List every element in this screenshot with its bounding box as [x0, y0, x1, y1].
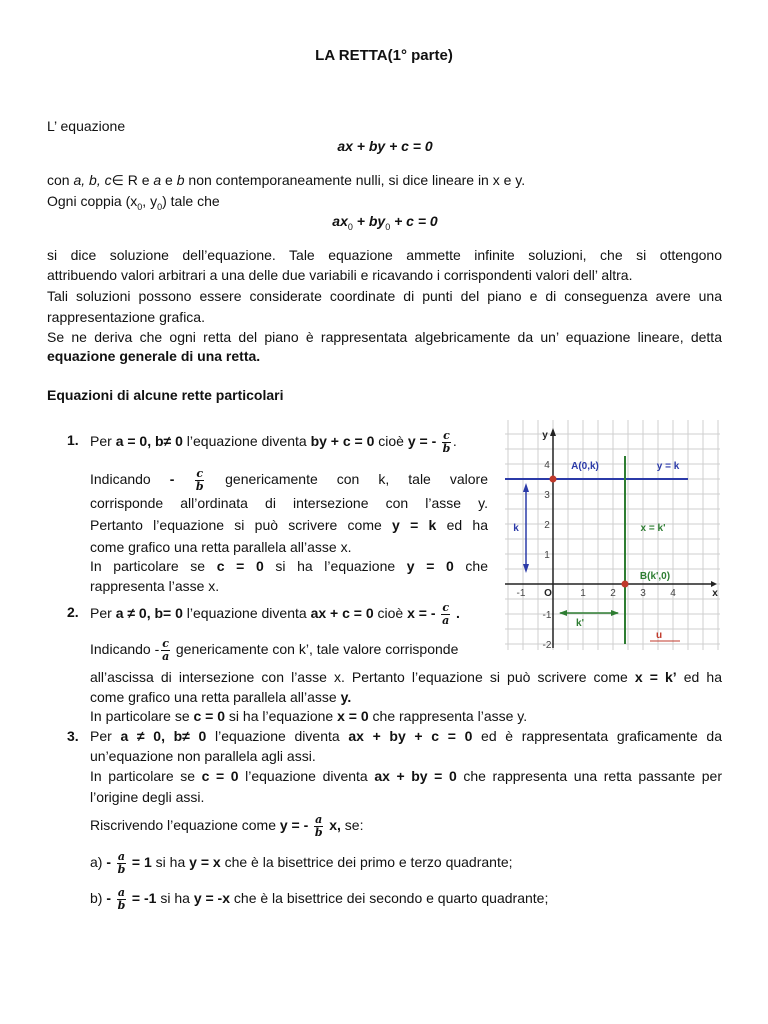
text-run: ed ha [676, 669, 722, 685]
text-run: rappresentazione grafica. [47, 309, 205, 325]
x-tick-label: -1 [516, 588, 526, 599]
bold-text: y = x [189, 854, 221, 871]
text-line [90, 515, 488, 535]
bold-text: - [169, 471, 194, 488]
text-run: l’equazione diventa [206, 728, 349, 744]
text-line [90, 706, 527, 726]
italic-text: a [153, 172, 162, 188]
subscript: 0 [385, 221, 391, 232]
text-run: L’ equazione [47, 118, 126, 134]
bold-text: y = k [392, 517, 437, 533]
fraction [117, 887, 126, 912]
y-tick-label: 2 [544, 520, 550, 531]
text-line [47, 307, 205, 327]
bold-text: y = - [279, 817, 313, 834]
list-number: 3. [67, 728, 79, 744]
text-run: un’equazione non parallela agli assi. [90, 748, 316, 764]
text-run: si ha l’equazione [225, 708, 338, 724]
page-title: LA RETTA(1° parte) [315, 47, 453, 64]
bold-text: y = -x [193, 890, 231, 907]
text-line [90, 814, 363, 839]
bold-text: Equazioni di alcune rette particolari [47, 387, 284, 403]
bold-text: x, [325, 817, 341, 834]
text-run: In particolare se [90, 558, 217, 574]
numerator: a [117, 886, 126, 899]
text-run: genericamente con k’, tale valore corrisponde [171, 641, 459, 658]
point-a-label: A(0,k) [571, 461, 599, 472]
text-line [47, 385, 284, 405]
text-line [90, 687, 351, 707]
subscript: 0 [347, 221, 353, 232]
x-axis-arrow-icon [711, 581, 717, 587]
text-line [90, 726, 722, 746]
text-line [90, 556, 488, 576]
denominator: a [162, 650, 170, 663]
denominator: b [117, 863, 126, 876]
text-line [90, 468, 488, 493]
list-number: 2. [67, 604, 79, 620]
y-tick-label: 1 [544, 550, 550, 561]
text-run: con [47, 172, 74, 188]
numerator: c [442, 601, 450, 614]
text-run: che rappresenta una retta passante per [456, 768, 723, 784]
bold-text: equazione generale di una retta. [47, 348, 261, 364]
text-line [47, 116, 125, 136]
text-line [90, 537, 351, 557]
bold-text: a = 0, b≠ 0 [115, 433, 183, 450]
x-axis-label: x [712, 588, 718, 599]
text-line [47, 170, 525, 190]
denominator: b [442, 442, 451, 455]
text-line [90, 887, 548, 912]
text-run: ed ha [436, 517, 488, 533]
text-run: non contemporaneamente nulli, si dice lineare in x e y. [184, 172, 526, 188]
text-run: , y [142, 193, 158, 209]
text-run: corrisponde all’ordinata di intersezione con l’asse y. [90, 495, 488, 511]
text-run: Per [90, 433, 116, 450]
y-axis-label: y [542, 430, 548, 441]
denominator: b [195, 480, 204, 493]
text-run: . [452, 433, 457, 450]
point-b-label: B(k',0) [639, 571, 671, 582]
text-run: l’equazione diventa [182, 433, 311, 450]
bold-text: a ≠ 0, b≠ 0 [120, 728, 207, 744]
bold-text: ax + by = 0 [374, 768, 457, 784]
text-line [90, 576, 219, 596]
text-run: genericamente con k, tale valore [206, 471, 488, 488]
text-run: b) [90, 890, 107, 907]
numerator: a [117, 850, 126, 863]
fraction [441, 602, 450, 627]
text-run: che è la bisettrice dei secondo e quarto quadrante; [230, 890, 549, 907]
text-run: l’equazione diventa [238, 768, 375, 784]
numerator: c [162, 637, 169, 650]
text-line [47, 346, 260, 366]
kprime-label: k' [576, 618, 584, 629]
text-run: Per [90, 728, 121, 744]
text-line [47, 211, 723, 237]
formula: + c = 0 [390, 213, 438, 229]
text-run: cioè [374, 433, 408, 450]
text-run: se: [340, 817, 364, 834]
text-run: ) tale che [162, 193, 220, 209]
bold-text: = 1 [128, 854, 152, 871]
fraction [117, 851, 126, 876]
text-run: che è la bisettrice dei primo e terzo quadrante; [220, 854, 513, 871]
y-axis-arrow-icon [550, 428, 556, 436]
text-run: ed è rappresentata graficamente da [472, 728, 722, 744]
x-tick-label: 1 [580, 588, 586, 599]
text-line [90, 493, 488, 513]
text-line [90, 638, 458, 663]
denominator: b [314, 826, 323, 839]
y-tick-label: -1 [542, 610, 552, 621]
text-run: Indicando [90, 471, 170, 488]
bold-text: . [452, 605, 460, 622]
k-label: k [513, 523, 519, 534]
text-run: In particolare se [90, 708, 194, 724]
text-run: l’origine degli assi. [90, 789, 205, 805]
y-tick-label: -2 [542, 640, 552, 650]
text-run: a) [90, 854, 107, 871]
fraction [442, 430, 451, 455]
bold-text: by + c = 0 [310, 433, 375, 450]
y-tick-label: 4 [544, 460, 550, 471]
text-line [90, 667, 722, 687]
denominator: a [442, 614, 450, 627]
text-run: che [453, 558, 488, 574]
text-line [90, 602, 460, 627]
text-run: si ha l’equazione [263, 558, 407, 574]
bold-text: ax + by + c = 0 [348, 728, 473, 744]
text-run: come grafico una retta parallela all’asse [90, 689, 341, 705]
italic-text: a, b, c [73, 172, 112, 188]
denominator: b [117, 899, 126, 912]
subscript: 0 [157, 201, 163, 212]
text-run: Se ne deriva che ogni retta del piano è rappresentata algebricamente da un’ equazione lineare, detta [47, 329, 722, 345]
text-line [47, 136, 723, 156]
text-line [90, 787, 204, 807]
text-line [47, 265, 632, 285]
text-run: l’equazione diventa [182, 605, 311, 622]
text-run: si dice soluzione dell’equazione. Tale equazione ammette infinite soluzioni, che si ottengono [47, 247, 722, 263]
x-tick-label: 3 [640, 588, 646, 599]
bold-text: x = - [407, 605, 440, 622]
text-run: attribuendo valori arbitrari a una delle due variabili e ricavando i corrispondenti valori dell’ altra. [47, 267, 633, 283]
text-line [47, 327, 722, 347]
text-run: ∈ R e [111, 172, 154, 188]
numerator: c [196, 467, 204, 480]
italic-text: b [176, 172, 185, 188]
text-line [90, 766, 722, 786]
bold-text: - [106, 854, 115, 871]
text-run: Ogni coppia (x [47, 193, 138, 209]
bold-text: ax + c = 0 [310, 605, 374, 622]
bold-text: y. [340, 689, 352, 705]
fraction [314, 814, 323, 839]
formula: ax + by + c = 0 [337, 138, 433, 154]
y-tick-label: 3 [544, 490, 550, 501]
point-b [622, 581, 629, 588]
point-a [550, 476, 557, 483]
text-run: rappresenta l’asse x. [90, 578, 220, 594]
fraction [161, 638, 170, 663]
text-line [90, 746, 316, 766]
bold-text: y = - [407, 433, 441, 450]
bold-text: c = 0 [216, 558, 264, 574]
text-run: cioè [373, 605, 408, 622]
text-run: si ha [151, 854, 190, 871]
text-line [90, 851, 513, 876]
bold-text: c = 0 [201, 768, 239, 784]
text-line [90, 430, 457, 455]
bold-text: a ≠ 0, b= 0 [115, 605, 183, 622]
text-run: Indicando - [90, 641, 160, 658]
text-run: all’ascissa di intersezione con l’asse x. Pertanto l’equazione si può scrivere come [90, 669, 635, 685]
text-line [47, 245, 722, 265]
text-run: e [161, 172, 177, 188]
bold-text: c = 0 [193, 708, 226, 724]
text-run: Per [90, 605, 116, 622]
line-y-equals-k-label: y = k [656, 461, 680, 472]
fraction [195, 468, 204, 493]
origin-label: O [544, 588, 552, 599]
line-x-equals-kprime-label: x = k' [640, 523, 666, 534]
bold-text: x = 0 [337, 708, 369, 724]
x-tick-label: 2 [610, 588, 616, 599]
text-line [47, 286, 722, 306]
text-run: Riscrivendo l’equazione come [90, 817, 280, 834]
text-run: Tali soluzioni possono essere considerate coordinate di punti del piano e di conseguenza avere una [47, 288, 722, 304]
text-run: si ha [156, 890, 194, 907]
bold-text: x = k’ [634, 669, 677, 685]
formula: + by [352, 213, 386, 229]
numerator: c [443, 429, 450, 442]
text-run: Pertanto l’equazione si può scrivere come [90, 517, 393, 533]
formula: ax [332, 213, 348, 229]
bold-text: - [106, 890, 115, 907]
unit-label: u [655, 630, 663, 641]
x-tick-label: 4 [670, 588, 676, 599]
subscript: 0 [137, 201, 143, 212]
text-run: In particolare se [90, 768, 202, 784]
numerator: a [315, 813, 323, 826]
list-number: 1. [67, 432, 79, 448]
bold-text: y = 0 [406, 558, 454, 574]
line-graph [505, 420, 720, 650]
bold-text: = -1 [128, 890, 157, 907]
text-run: che rappresenta l’asse y. [368, 708, 528, 724]
text-run: come grafico una retta parallela all’asse x. [90, 539, 352, 555]
